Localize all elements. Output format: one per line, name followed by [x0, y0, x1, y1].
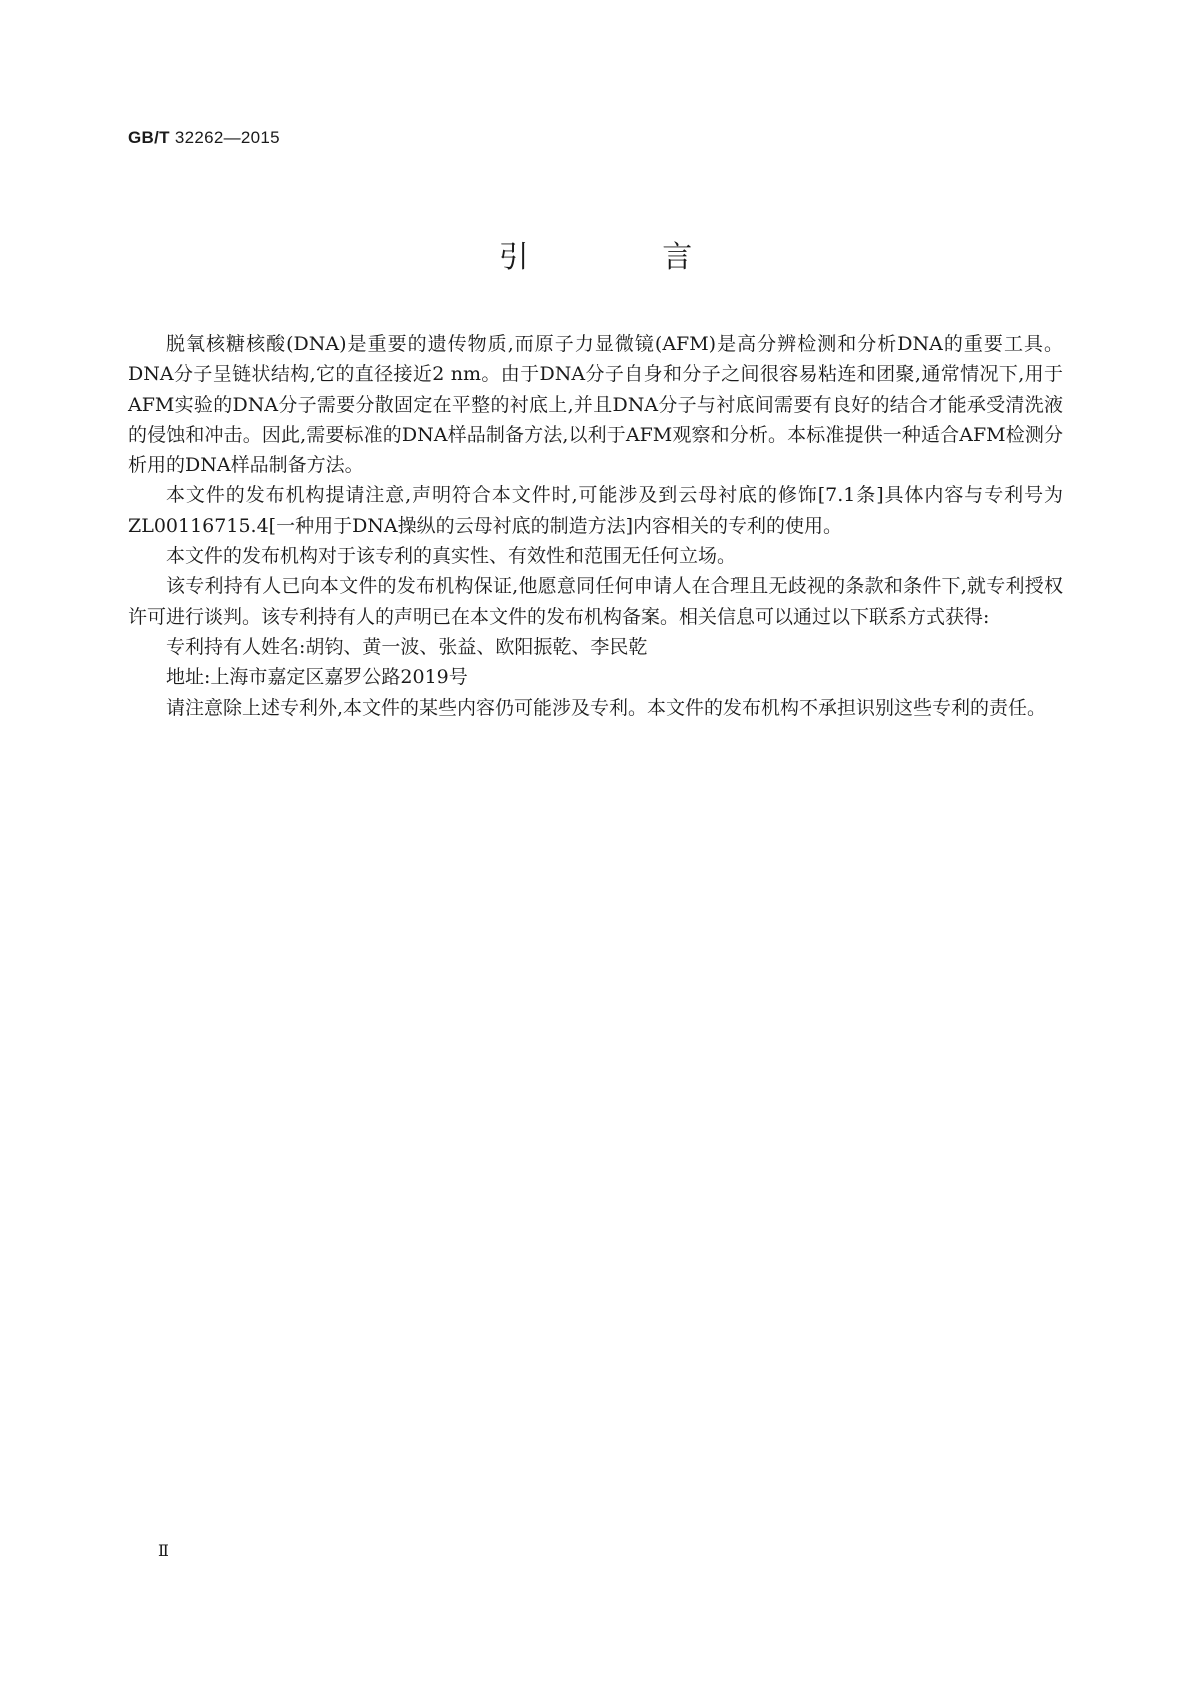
section-title: 引 言: [498, 240, 755, 275]
document-code-number: 32262—2015: [174, 128, 280, 147]
document-code: [128, 128, 280, 148]
paragraph-holder-names: 专利持有人姓名:胡钧、黄一波、张益、欧阳振乾、李民乾: [166, 635, 648, 658]
document-code-prefix: GB/T: [128, 128, 170, 147]
paragraph-holder-statement: 该专利持有人已向本文件的发布机构保证,他愿意同任何申请人在合理且无歧视的条款和条件下,就专利授权许可进行谈判。该专利持有人的声明已在本文件的发布机构备案。相关信息可以通过以下联系方式获得:: [128, 575, 1063, 628]
page-number: Ⅱ: [158, 1543, 169, 1560]
paragraph-address: 地址:上海市嘉定区嘉罗公路2019号: [166, 666, 468, 689]
paragraph-disclaimer: 请注意除上述专利外,本文件的某些内容仍可能涉及专利。本文件的发布机构不承担识别这些专利的责任。: [166, 696, 1047, 719]
paragraph-patent-notice: 本文件的发布机构提请注意,声明符合本文件时,可能涉及到云母衬底的修饰[7.1条]具体内容与专利号为ZL00116715.4[一种用于DNA操纵的云母衬底的制造方法]内容相关的专利的使用。: [128, 484, 1063, 537]
paragraph-position: 本文件的发布机构对于该专利的真实性、有效性和范围无任何立场。: [166, 545, 737, 568]
body-content: [128, 329, 1063, 723]
paragraph-intro: 脱氧核糖核酸(DNA)是重要的遗传物质,而原子力显微镜(AFM)是高分辨检测和分析DNA的重要工具。DNA分子呈链状结构,它的直径接近2 nm。由于DNA分子自身和分子之间很容易粘连和团聚,通常情况下,用于AFM实验的DNA分子需要分散固定在平整的衬底上,并且DNA分子与衬底间需要有良好的结合才能承受清洗液的侵蚀和冲击。因此,需要标准的DNA样品制备方法,以利于AFM观察和分析。本标准提供一种适合AFM检测分析用的DNA样品制备方法。: [128, 333, 1063, 477]
